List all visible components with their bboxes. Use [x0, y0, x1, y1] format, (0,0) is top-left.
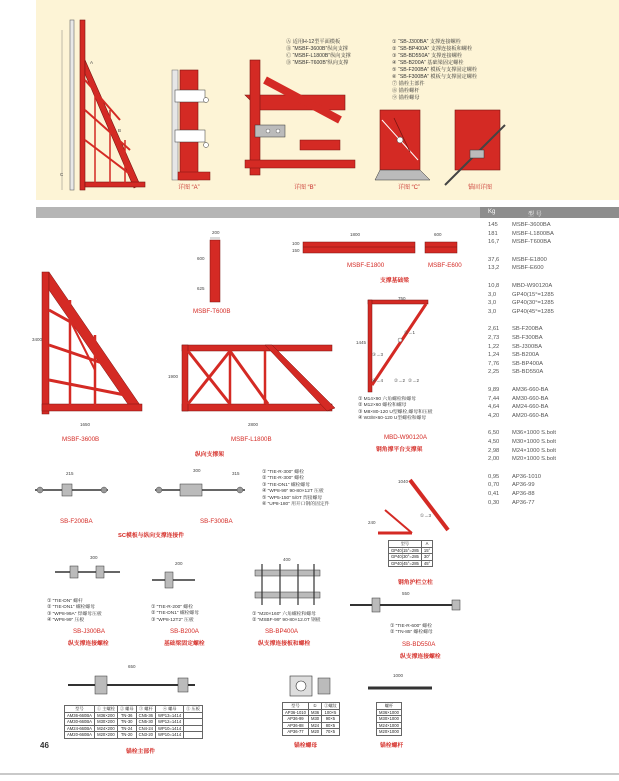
legend-line: Ⓒ “MSBF-L1800B”纵向支撑: [286, 53, 351, 59]
w90-note-3: ②→2: [394, 378, 406, 383]
spec-line: ② “TN-85” 螺栓螺母: [390, 630, 433, 636]
letter-c: C: [60, 172, 64, 177]
weight-model: AP36-1010: [512, 473, 542, 480]
weight-model: M30×1000 S.bolt: [512, 439, 556, 445]
td: M30: [308, 716, 321, 723]
weight-row: [488, 300, 554, 306]
l1800-drawing: [182, 345, 335, 411]
detail-a-label: 详图 “A”: [178, 185, 200, 191]
spec-line: ① “TIE-R-300” 螺栓: [262, 470, 304, 475]
f300-dim: 315: [232, 471, 240, 476]
th: 型号: [65, 706, 95, 713]
spec-line: ③ “WP8-99A” 焊螺母压板: [47, 611, 102, 617]
anchor-detail-label: 锚固详图: [468, 185, 493, 191]
td: M20×1000: [377, 729, 402, 736]
td: AM30-660BA: [65, 719, 95, 726]
detail-c-label: 详图 “C”: [398, 185, 420, 191]
weight-kg: 3,0: [488, 308, 497, 315]
spec-line: ④ “WP8-99” 压板: [47, 618, 85, 624]
weight-kg: 4,64: [488, 404, 500, 411]
spec-line: ③ “TIE-DN1” 螺栓螺母: [262, 482, 311, 488]
weight-model: GP40(30°=1285: [512, 300, 554, 307]
header-kg: Kg: [488, 209, 496, 215]
f-specs: [262, 470, 329, 508]
f200-drawing: [35, 484, 108, 496]
td: 30°: [421, 554, 432, 561]
legend-line: ⑥ “SB-F300BA” 模板与支撑固定螺栓: [392, 74, 478, 80]
e1800-dim: 1800: [350, 232, 361, 237]
spec-line: ⑥ “UP8-180” 用开口钢的固定件: [262, 502, 330, 508]
gp40-drawing: [378, 480, 448, 533]
weight-model: AP36-88: [512, 491, 535, 497]
bd550-name: SB-BD550A: [402, 641, 436, 648]
td: AM24-660BA: [65, 725, 95, 732]
td: AP36-77: [283, 729, 309, 736]
weight-model: SB-F300BA: [512, 335, 543, 341]
td: AP36-1010: [283, 709, 309, 716]
section-band: [36, 207, 502, 218]
weight-row: [488, 413, 548, 419]
td: WP12=1414: [156, 719, 184, 726]
weight-kg: 2,00: [488, 456, 500, 463]
td: M30×1000: [377, 716, 402, 723]
weight-row: [488, 326, 543, 332]
weight-kg: 2,25: [488, 369, 500, 376]
th: ①: [308, 703, 321, 710]
bd550-caption: 纵支撑连接螺栓: [400, 654, 441, 660]
w90-note-4: ④→4: [372, 378, 384, 383]
f300-name: SB-F300BA: [200, 518, 233, 525]
spec-line: ② “TIE-DN1” 螺栓螺母: [151, 611, 200, 617]
td: M36×1000: [377, 709, 402, 716]
t600-drawing: [210, 238, 220, 302]
weight-row: [488, 387, 548, 393]
t600-name: MSBF-T600B: [193, 308, 231, 315]
th: ② 螺母: [117, 706, 136, 713]
bp400-dim: 400: [283, 557, 291, 562]
td: CN4-24: [136, 725, 155, 732]
bd550-drawing: [350, 598, 460, 612]
spec-line: ⑤ “WP5-150” 5/0T 焊接螺母: [262, 495, 323, 501]
gp40-dim-2: 240: [368, 520, 376, 525]
weight-kg: 181: [488, 230, 498, 237]
letter-a: A: [90, 60, 94, 65]
spec-line: ① “TIE-R-200” 螺栓: [151, 605, 193, 610]
weight-row: [488, 361, 543, 367]
weight-kg: 3,0: [488, 291, 497, 298]
legend-line: ⑧ 锚栓螺杆: [392, 88, 420, 94]
weight-kg: 0,95: [488, 473, 500, 480]
weight-model: SB-BP400A: [512, 360, 543, 367]
legend-line: ③ “SB-BD550A” 支撑连接螺栓: [392, 53, 463, 59]
td: 80×5: [322, 722, 340, 729]
w90-dim-2: 1445: [356, 340, 367, 345]
weight-kg: 1,22: [488, 343, 500, 350]
detail-a-drawing: [172, 70, 210, 180]
td: M20: [308, 729, 321, 736]
weight-model: M24×1000 S.bolt: [512, 447, 556, 454]
td: CN5-30: [136, 719, 155, 726]
weight-row: [488, 456, 556, 462]
legend-line: ② “SB-BP400A” 支撑连接板和螺栓: [392, 46, 473, 52]
f200-dim: 215: [66, 471, 74, 476]
letter-b: B: [118, 128, 122, 133]
bp400-drawing: [255, 564, 320, 605]
weight-row: [488, 265, 544, 271]
f300-drawing: [155, 484, 245, 496]
td: WP10=1414: [156, 725, 184, 732]
th: 型号: [389, 541, 422, 548]
e600-name: MSBF-E600: [428, 262, 462, 269]
weight-model: AM30-660-BA: [512, 395, 549, 402]
legend-line: Ⓐ 适用H-12型平面模板: [286, 39, 341, 45]
detail-c-drawing: [375, 110, 430, 180]
td: WP10=1414: [156, 732, 184, 739]
td: [184, 732, 203, 739]
td: CN3-20: [136, 732, 155, 739]
weight-model: MSBF-3600BA: [512, 222, 551, 228]
bd550-dim: 550: [402, 591, 410, 596]
m3600-drawing: [42, 272, 142, 414]
bp400-specs: [252, 612, 321, 625]
td: WP13=1414: [156, 712, 184, 719]
weight-row: [488, 283, 552, 289]
weight-row: [488, 500, 535, 506]
td: 45°: [421, 560, 432, 567]
j300-name: SB-J300BA: [73, 628, 105, 635]
weight-row: [488, 482, 535, 488]
weight-row: [488, 474, 541, 480]
td: AM20-660BA: [65, 732, 95, 739]
l1800-height: 1900: [168, 374, 179, 379]
am-table: [64, 705, 203, 739]
bolt-caption: 锚栓螺杆: [380, 743, 404, 749]
weight-model: SB-J300BA: [512, 343, 542, 350]
f-caption: SC模板与纵向支撑连接件: [118, 533, 185, 539]
gp40-table: [388, 540, 433, 567]
am-caption: 锚栓主部件: [126, 749, 155, 755]
weight-model: SB-F200BA: [512, 326, 543, 333]
th: ②螺纹: [322, 703, 340, 710]
anchor-detail-drawing: [445, 110, 505, 185]
e1800-h1: 100: [292, 241, 300, 246]
am-dim: 650: [128, 664, 136, 669]
weight-kg: 3,0: [488, 300, 497, 307]
spec-line: ① “TIE-DN” 螺杆: [47, 599, 83, 604]
weight-model: MSBF-E600: [512, 265, 544, 272]
th: ④ 螺母: [156, 706, 184, 713]
b200-name: SB-B200A: [170, 628, 199, 635]
weight-kg: 37,6: [488, 256, 500, 263]
weight-model: GP40(45°=1285: [512, 308, 554, 315]
j300-drawing: [55, 566, 120, 578]
legend-line: ① “SB-J300BA” 支撑连接螺栓: [392, 39, 461, 45]
weight-row: [488, 396, 548, 402]
td: M36: [308, 709, 321, 716]
weight-model: M20×1000 S.bolt: [512, 456, 556, 463]
e600-dim: 600: [434, 232, 442, 237]
footer-rule: [0, 773, 619, 775]
t600-dim-2: 600: [197, 256, 205, 261]
b200-specs: [151, 605, 199, 624]
td: 90×5: [322, 716, 340, 723]
weight-kg: 2,73: [488, 335, 500, 341]
f200-name: SB-F200BA: [60, 518, 93, 525]
td: AM36-660BA: [65, 712, 95, 719]
weight-kg: 2,98: [488, 447, 500, 454]
td: M30×200: [94, 719, 117, 726]
weight-row: [488, 448, 556, 454]
spec-line: ④ W3/8×60-120 U型螺栓和螺母: [358, 416, 427, 422]
t600-dim-3: 625: [197, 286, 205, 291]
gp40-note: ①→3: [420, 513, 432, 518]
weight-kg: 16,7: [488, 239, 500, 246]
spec-line: ② “MSBF-99” 90-80×12.0T 钢板: [252, 618, 321, 624]
weight-kg: 4,50: [488, 439, 500, 445]
b200-dim: 200: [175, 561, 183, 566]
th: A: [421, 541, 432, 548]
td: M20×200: [94, 732, 117, 739]
spec-line: ③ M8×80-120 U型螺栓,螺母和压板: [358, 409, 433, 415]
elevation-drawing: [62, 20, 145, 190]
td: M24×200: [94, 725, 117, 732]
weight-table-header: [480, 207, 619, 218]
bp400-name: SB-BP400A: [265, 628, 299, 635]
ap-caption: 锚栓螺母: [294, 743, 318, 749]
top-legend-left: [286, 39, 351, 67]
weight-model: M36×1000 S.bolt: [512, 430, 556, 437]
weight-kg: 1,24: [488, 352, 500, 359]
weight-row: [488, 231, 554, 237]
spec-line: ② “TIE-R-300” 螺栓: [262, 476, 304, 482]
td: GP40(45°=285: [389, 560, 422, 567]
th: ③ 螺杆: [136, 706, 155, 713]
am-drawing: [68, 676, 195, 694]
weight-row: [488, 239, 551, 245]
spec-line: ④ “WP8-99” 90-80×12T 压板: [262, 489, 324, 495]
b200-caption: 基础梁固定螺栓: [164, 641, 205, 647]
legend-line: ⑨ 锚栓螺母: [392, 95, 420, 101]
m3600-width: 1650: [80, 422, 91, 427]
spec-line: ② M12×60 螺栓和螺母: [358, 403, 407, 409]
spec-line: ③ “WP8-12T2” 压板: [151, 617, 194, 623]
j300-caption: 纵支撑连接螺栓: [68, 641, 109, 647]
weight-kg: 0,41: [488, 491, 500, 497]
gp40-caption: 钢角护栏立柱: [398, 580, 433, 586]
detail-b-drawing: [245, 60, 355, 175]
page-number: 46: [40, 741, 49, 750]
td: TN-36: [117, 712, 136, 719]
weight-row: [488, 352, 539, 358]
th: 型号: [283, 703, 309, 710]
weight-kg: 0,70: [488, 482, 500, 489]
th: ① 主螺栓: [94, 706, 117, 713]
td: TN-20: [117, 732, 136, 739]
f300-dim-top: 300: [193, 468, 201, 473]
weight-row: [488, 292, 554, 298]
legend-line: ⑦ 锚栓主部件: [392, 81, 425, 87]
weight-kg: 10,8: [488, 283, 500, 289]
td: AP36-88: [283, 722, 309, 729]
weight-row: [488, 404, 548, 410]
weight-kg: 4,20: [488, 412, 500, 419]
w90-specs: [358, 397, 433, 423]
weight-kg: 7,76: [488, 360, 500, 367]
w90-dim-1: 750: [398, 296, 406, 301]
spec-line: ① “TIE-R-600” 螺栓: [390, 624, 432, 629]
l1800-width: 2800: [248, 422, 259, 427]
weight-row: [488, 335, 543, 341]
detail-b-label: 详图 “B”: [294, 185, 316, 191]
weight-model: SB-BD550A: [512, 369, 544, 376]
td: GP40(30°=285: [389, 554, 422, 561]
w90-name: MBD-W90120A: [384, 434, 427, 441]
w90-caption: 钢角撑平台支撑架: [376, 447, 423, 453]
m3600-height: 3400: [32, 337, 43, 342]
j300-specs: [47, 599, 102, 625]
w90-note-1: ①→1: [404, 330, 416, 335]
e1800-drawing: [303, 242, 415, 253]
spec-line: ① “M20×160” 六角螺栓和螺母: [252, 612, 316, 617]
td: 100×5: [322, 709, 340, 716]
weight-row: [488, 439, 556, 445]
weight-row: [488, 369, 543, 375]
spec-line: ② “TIE-DN1” 螺栓螺母: [47, 605, 96, 611]
weight-model: SB-B200A: [512, 352, 540, 359]
weight-model: AP36-99: [512, 482, 535, 489]
td: M24: [308, 722, 321, 729]
m3600-name: MSBF-3600B: [62, 436, 100, 443]
weight-model: MSBF-T600BA: [512, 239, 551, 246]
support-caption: 纵向支撑架: [195, 452, 224, 458]
td: 70×5: [322, 729, 340, 736]
weight-row: [488, 222, 551, 228]
weight-kg: 7,44: [488, 395, 500, 402]
legend-line: ④ “SB-B200A” 基础梁固定螺栓: [392, 60, 464, 66]
legend-line: Ⓓ “MSBF-T600B”纵向支撑: [286, 60, 349, 66]
e1800-h2: 150: [292, 248, 300, 253]
td: TN-24: [117, 725, 136, 732]
j300-dim: 300: [90, 555, 98, 560]
weight-kg: 6,50: [488, 430, 500, 437]
td: CN5-36: [136, 712, 155, 719]
gp40-dim-1: 1040: [398, 479, 409, 484]
weight-row: [488, 257, 547, 263]
legend-line: Ⓑ “MSBF-3600B”纵向支撑: [286, 46, 348, 52]
weight-model: AM36-660-BA: [512, 387, 549, 393]
ap-table: [282, 702, 340, 736]
spec-line: ① M14×90 六角螺栓和螺母: [358, 397, 417, 402]
weight-model: AM24-660-BA: [512, 404, 549, 411]
weight-model: AM20-660-BA: [512, 412, 549, 419]
weight-row: [488, 344, 542, 350]
td: M24×1000: [377, 722, 402, 729]
beam-caption: 支撑基础梁: [380, 278, 409, 284]
td: M36×200: [94, 712, 117, 719]
weight-model: GP40(15°=1285: [512, 291, 554, 298]
weight-kg: 13,2: [488, 265, 500, 272]
w90-note-2: ③→3: [372, 352, 384, 357]
weight-kg: 2,61: [488, 326, 500, 333]
weight-row: [488, 430, 556, 436]
w90-note-5: ②→2: [408, 378, 420, 383]
e1800-name: MSBF-E1800: [347, 262, 385, 269]
weight-model: MSBF-L1800BA: [512, 230, 554, 237]
td: 15°: [421, 547, 432, 554]
t600-dim-1: 200: [212, 230, 220, 235]
td: GP40(15°=285: [389, 547, 422, 554]
weight-row: [488, 491, 535, 497]
weight-row: [488, 309, 554, 315]
e600-drawing: [425, 242, 457, 253]
td: TN-30: [117, 719, 136, 726]
weight-kg: 9,89: [488, 387, 500, 393]
th: ⑤ 压板: [184, 706, 203, 713]
bd550-specs: [390, 624, 433, 637]
ap-drawing: [290, 676, 330, 696]
weight-model: MSBF-E1800: [512, 256, 547, 263]
bp400-caption: 纵支撑连接板和螺栓: [258, 641, 311, 647]
td: AP36-99: [283, 716, 309, 723]
weight-model: MBD-W90120A: [512, 283, 553, 289]
top-legend-right: [392, 39, 477, 102]
header-model: 型 号: [528, 212, 542, 218]
weight-kg: 0,30: [488, 499, 500, 506]
bolt-table: [376, 702, 402, 736]
legend-line: ⑤ “SB-F200BA” 模板与支撑固定螺栓: [392, 67, 478, 73]
weight-model: AP36-77: [512, 499, 535, 506]
bolt-dim: 1000: [393, 673, 404, 678]
l1800-name: MSBF-L1800B: [231, 436, 272, 443]
th: 螺杆: [377, 703, 402, 710]
weight-kg: 145: [488, 222, 498, 228]
b200-drawing: [152, 572, 195, 588]
